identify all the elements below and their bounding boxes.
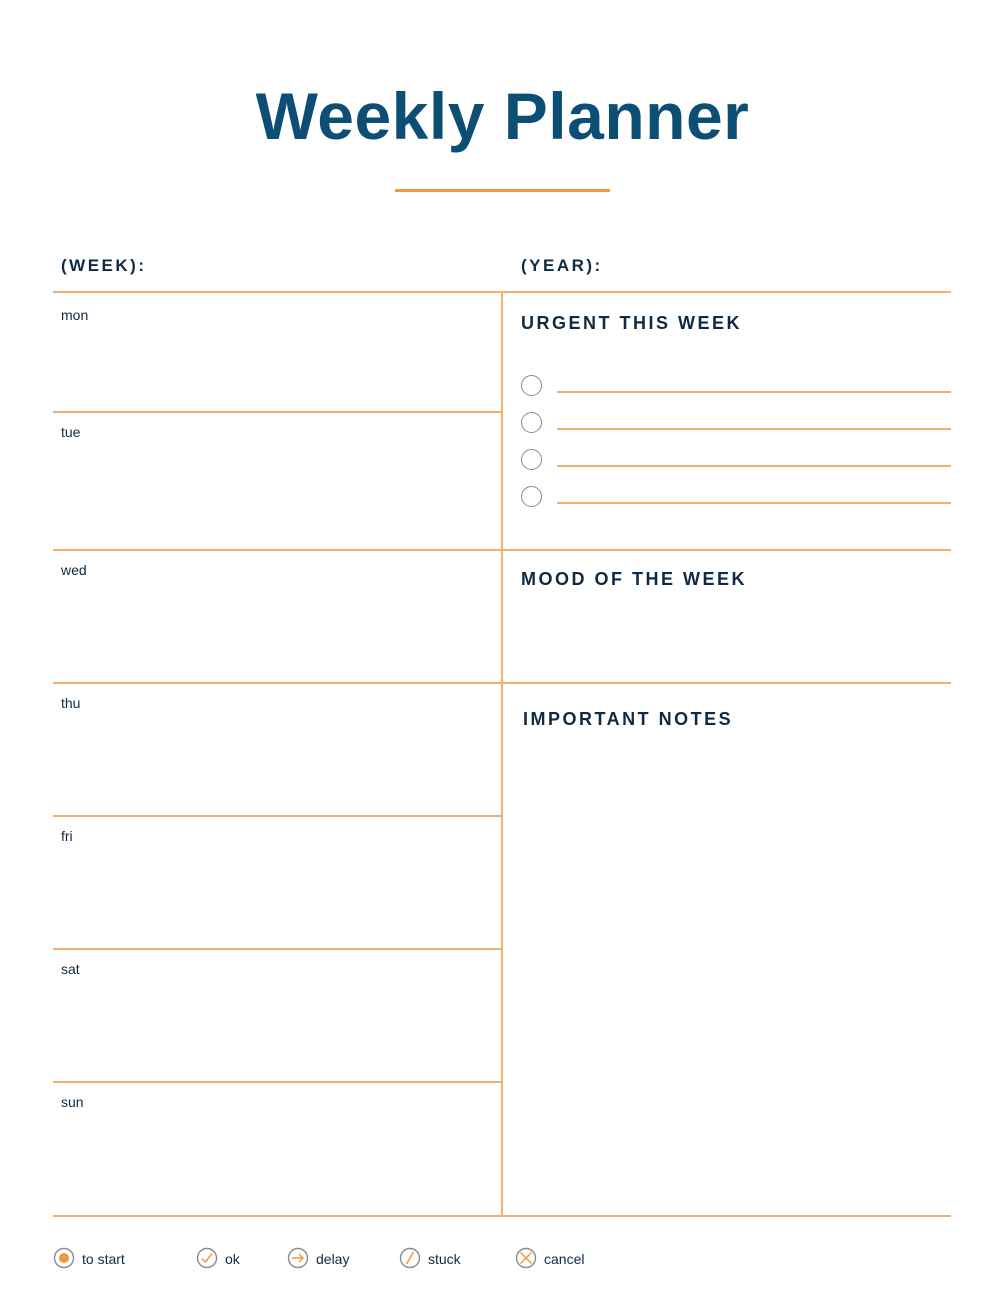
legend-label: ok xyxy=(225,1251,240,1267)
task-write-line xyxy=(557,502,951,504)
filled-dot-icon xyxy=(53,1247,75,1269)
legend-label: stuck xyxy=(428,1251,461,1267)
empty-circle-icon[interactable] xyxy=(521,375,542,396)
urgent-task-row[interactable] xyxy=(521,375,951,399)
legend-label: delay xyxy=(316,1251,350,1267)
empty-circle-icon[interactable] xyxy=(521,412,542,433)
day-label-wed: wed xyxy=(61,562,87,578)
legend-label: cancel xyxy=(544,1251,585,1267)
day-divider xyxy=(53,682,951,684)
title-underline xyxy=(395,189,610,192)
day-divider xyxy=(53,549,951,551)
urgent-task-row[interactable] xyxy=(521,486,951,510)
page-title: Weekly Planner xyxy=(255,79,750,153)
day-label-mon: mon xyxy=(61,307,89,323)
grid-bottom-line xyxy=(53,1215,951,1217)
day-divider xyxy=(53,1081,502,1083)
day-label-tue: tue xyxy=(61,424,81,440)
week-label: (WEEK): xyxy=(61,256,147,275)
cross-icon xyxy=(515,1247,537,1269)
check-icon xyxy=(196,1247,218,1269)
day-label-thu: thu xyxy=(61,695,81,711)
slash-icon xyxy=(399,1247,421,1269)
day-divider xyxy=(53,411,502,413)
day-label-fri: fri xyxy=(61,828,73,844)
grid-center-divider xyxy=(501,291,503,1216)
empty-circle-icon[interactable] xyxy=(521,449,542,470)
task-write-line xyxy=(557,465,951,467)
day-divider xyxy=(53,815,502,817)
empty-circle-icon[interactable] xyxy=(521,486,542,507)
task-write-line xyxy=(557,391,951,393)
arrow-right-icon xyxy=(287,1247,309,1269)
task-write-line xyxy=(557,428,951,430)
mood-section-title: MOOD OF THE WEEK xyxy=(521,569,747,589)
legend-label: to start xyxy=(82,1251,125,1267)
day-divider xyxy=(53,948,502,950)
urgent-section-title: URGENT THIS WEEK xyxy=(521,313,743,333)
day-label-sat: sat xyxy=(61,961,80,977)
day-label-sun: sun xyxy=(61,1094,84,1110)
year-label: (YEAR): xyxy=(521,256,603,275)
urgent-task-row[interactable] xyxy=(521,449,951,473)
notes-section-title: IMPORTANT NOTES xyxy=(523,709,734,729)
urgent-task-row[interactable] xyxy=(521,412,951,436)
